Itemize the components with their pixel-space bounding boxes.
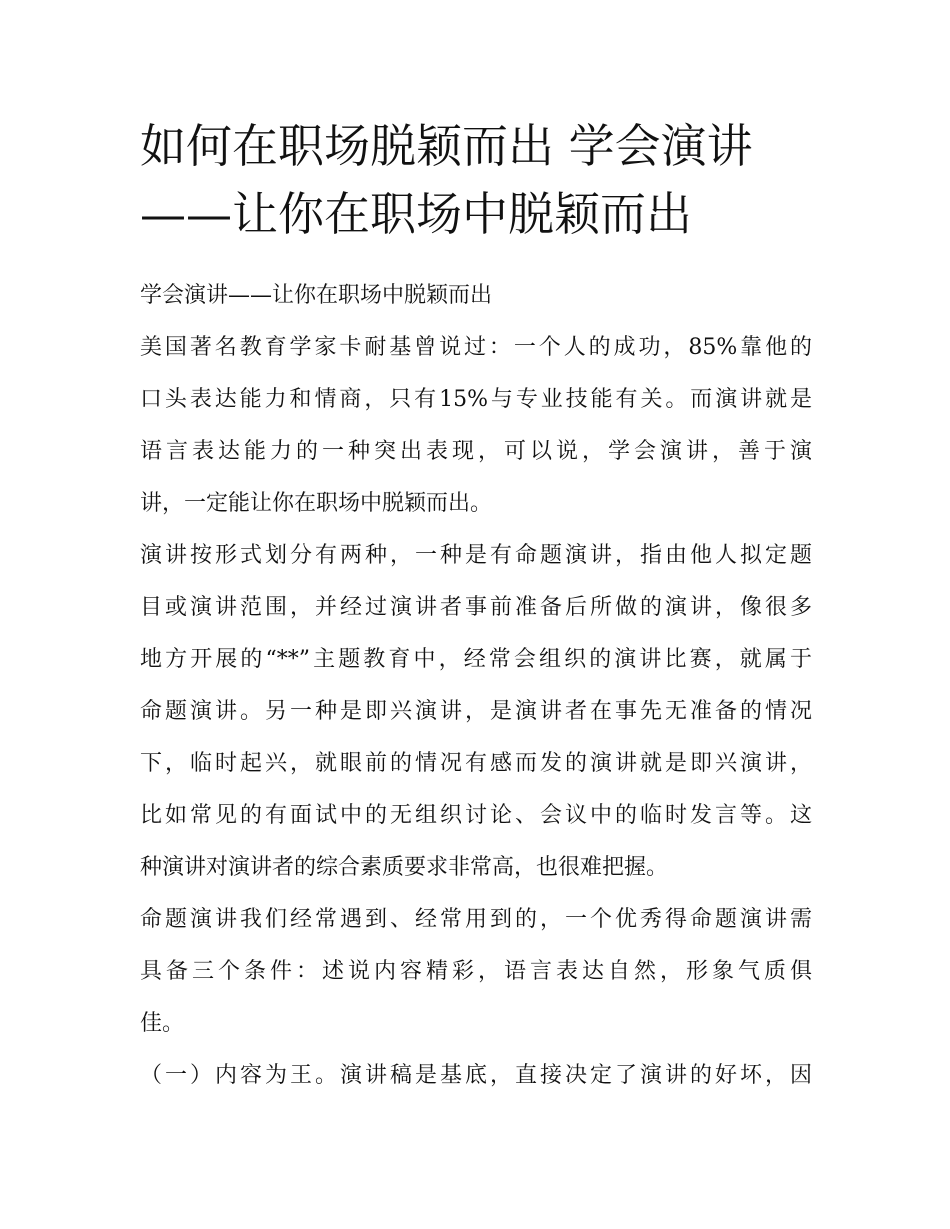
text-line: 比如常见的有面试中的无组织讨论、会议中的临时发言等。这 [140,803,812,828]
paragraph-speech-types [140,530,812,894]
text-line: 学会演讲——让你在职场中脱颖而出 [140,283,493,308]
document-title [140,112,812,248]
text-line: 口头表达能力和情商，只有15%与专业技能有关。而演讲就是 [140,387,812,412]
text-line: 具备三个条件：述说内容精彩，语言表达自然，形象气质俱 [140,959,812,984]
text-line: 美国著名教育学家卡耐基曾说过：一个人的成功，85%靠他的 [140,335,812,360]
text-line: 命题演讲我们经常遇到、经常用到的，一个优秀得命题演讲需 [140,907,812,932]
text-line: 演讲按形式划分有两种，一种是有命题演讲，指由他人拟定题 [140,543,812,568]
paragraph-three-conditions [140,894,812,1050]
text-line: 种演讲对演讲者的综合素质要求非常高，也很难把握。 [140,855,669,880]
paragraph-carnegie [140,322,812,530]
document-page [140,112,812,1102]
document-body [140,270,812,1102]
text-line: 命题演讲。另一种是即兴演讲，是演讲者在事先无准备的情况 [140,699,812,724]
title-line-1: 如何在职场脱颖而出 学会演讲 [140,119,753,173]
text-line: 佳。 [140,1011,185,1036]
text-line: （一）内容为王。演讲稿是基底，直接决定了演讲的好坏，因 [140,1063,812,1088]
paragraph-content-is-king [140,1050,812,1102]
text-line: 地方开展的“**”主题教育中，经常会组织的演讲比赛，就属于 [140,647,812,672]
text-line: 下，临时起兴，就眼前的情况有感而发的演讲就是即兴演讲， [140,751,812,776]
text-line: 目或演讲范围，并经过演讲者事前准备后所做的演讲，像很多 [140,595,812,620]
paragraph-subtitle [140,270,812,322]
title-line-2: ——让你在职场中脱颖而出 [140,187,692,241]
text-line: 语言表达能力的一种突出表现，可以说，学会演讲，善于演 [140,439,812,464]
text-line: 讲，一定能让你在职场中脱颖而出。 [140,491,493,516]
